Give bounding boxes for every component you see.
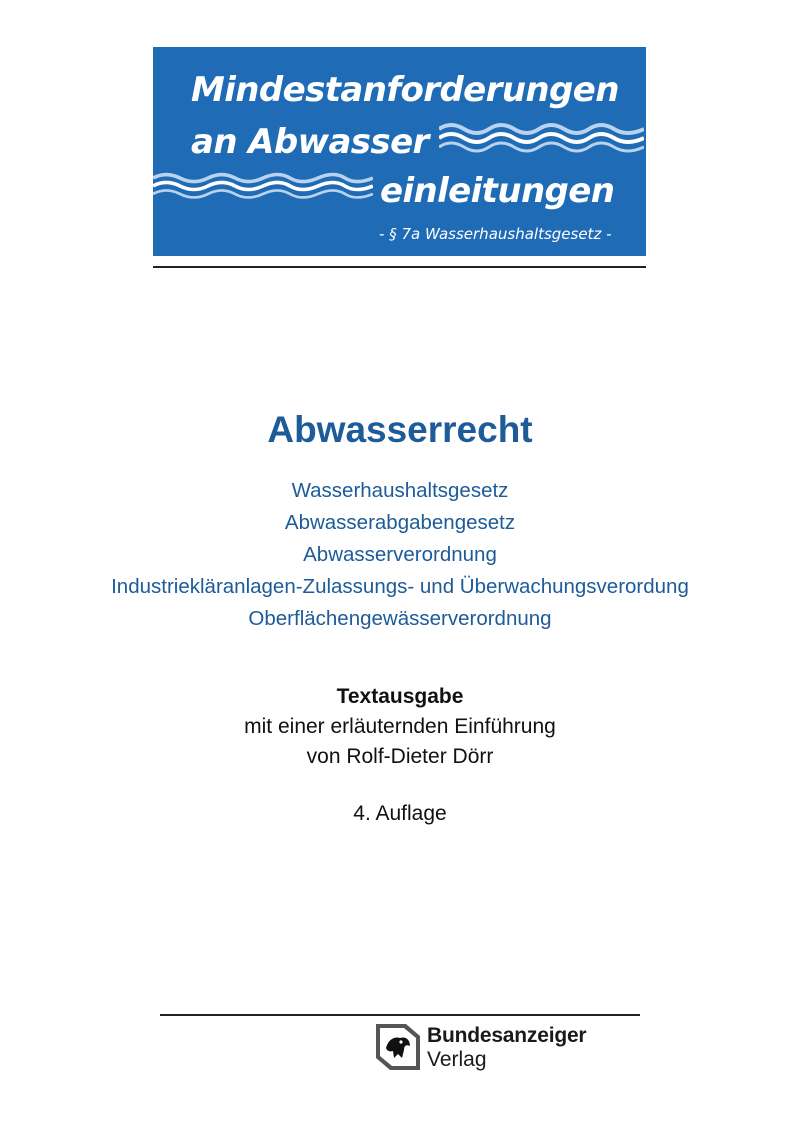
edition-number: 4. Auflage xyxy=(353,802,447,825)
publisher-name: Bundesanzeiger xyxy=(427,1024,587,1047)
publisher-logo-block xyxy=(376,1024,616,1076)
publisher-sub: Verlag xyxy=(427,1048,487,1071)
law-item: Industriekläranlagen-Zulassungs- und Überwachungsverordung xyxy=(111,575,689,598)
bottom-divider xyxy=(160,1014,640,1016)
banner-subtitle: - § 7a Wasserhaushaltsgesetz - xyxy=(379,225,612,243)
law-list xyxy=(0,475,800,635)
banner-title-line-1: Mindestanforderungen xyxy=(191,70,619,110)
banner-title-line-3: einleitungen xyxy=(380,171,615,211)
edition-type: Textausgabe xyxy=(336,685,464,708)
wave-left-icon xyxy=(153,171,373,201)
edition-block xyxy=(0,682,800,772)
top-divider xyxy=(153,266,646,268)
law-item: Oberflächengewässerverordnung xyxy=(248,607,552,630)
law-item: Abwasserabgabengesetz xyxy=(284,511,516,534)
law-item: Abwasserverordnung xyxy=(303,543,497,566)
wave-right-icon xyxy=(439,121,644,155)
edition-description: mit einer erläuternden Einführung xyxy=(244,715,556,738)
bundesanzeiger-eagle-logo-icon xyxy=(376,1024,420,1070)
edition-author: von Rolf-Dieter Dörr xyxy=(306,745,494,768)
banner-title-line-2: an Abwasser xyxy=(191,122,429,162)
book-title: Abwasserrecht xyxy=(267,409,533,450)
law-item: Wasserhaushaltsgesetz xyxy=(291,479,509,502)
cover-banner xyxy=(153,47,646,256)
